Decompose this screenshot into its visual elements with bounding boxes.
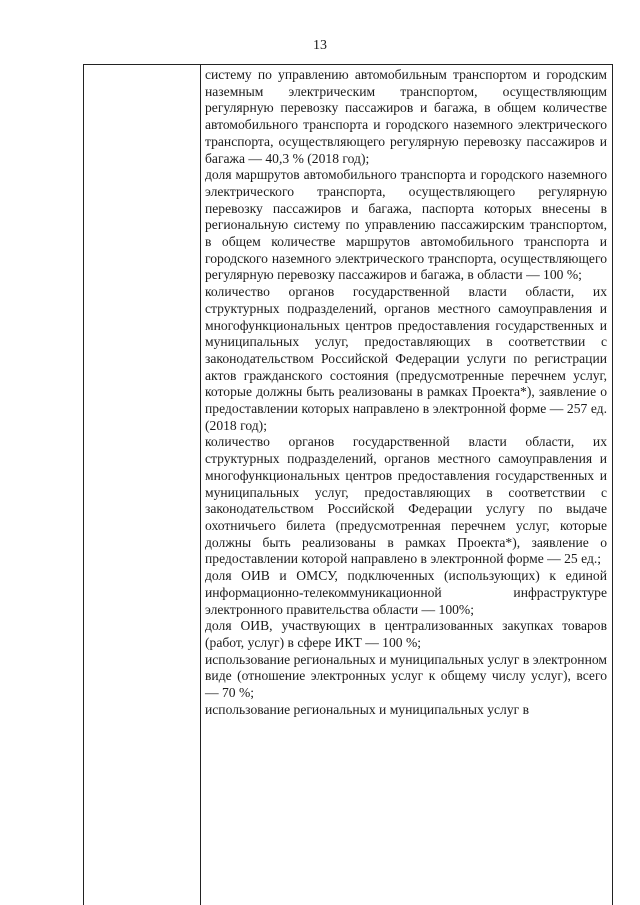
table-left-cell [84,65,201,905]
paragraph-e-government-infrastructure: доля ОИВ и ОМСУ, подключенных (использующих) к единой информационно-телекоммуникационной инфраструктуре электронного правительства области — 100%; [205,568,607,617]
page-number: 13 [313,38,327,53]
paragraph-routes-share: доля маршрутов автомобильного транспорта и городского наземного электрического транспорта, осуществляющего регулярную перевозку пассажиров и багажа, паспорта которых внесены в региональную систему по управлению пассажирским транспортом, в общем количестве маршрутов автомобильного транспорта и городского наземного электрического транспорта, осуществляющего регулярную перевозку пассажиров и багажа, в области — 100 %; [205,167,607,283]
paragraph-ict-procurement: доля ОИВ, участвующих в централизованных закупках товаров (работ, услуг) в сфере ИКТ — 100 %; [205,618,607,650]
paragraph-electronic-services-total: использование региональных и муниципальных услуг в электронном виде (отношение электронных услуг к общему числу услуг), всего — 70 %; [205,651,607,701]
table-right-cell [205,67,607,718]
paragraph-road-transport-share: систему по управлению автомобильным транспортом и городским наземным электрическим транспортом, осуществляющим регулярную перевозку пассажиров и багажа, в общем количестве автомобильного транспорта и городского наземного электрического транспорта, осуществляющего регулярную перевозку пассажиров и багажа — 40,3 % (2018 год); [205,67,607,166]
paragraph-civil-registry-services: количество органов государственной власти области, их структурных подразделений, органов местного самоуправления и многофункциональных центров предоставления государственных и муниципальных услуг, предоставляющих в соответствии с законодательством Российской Федерации услуги по регистрации актов гражданского состояния (предусмотренные перечнем услуг, которые должны быть реализованы в рамках Проекта*), заявление о предоставлении которых направлено в электронной форме — 257 ед. (2018 год); [205,284,607,433]
paragraph-electronic-services-continued: использование региональных и муниципальных услуг в [205,701,530,717]
document-table [83,64,613,905]
paragraph-hunting-license-services: количество органов государственной власти области, их структурных подразделений, органов местного самоуправления и многофункциональных центров предоставления государственных и муниципальных услуг, предоставляющих в соответствии с законодательством Российской Федерации услугу по выдаче охотничьего билета (предусмотренная перечнем услуг, которые должны быть реализованы в рамках Проекта*), заявление о предоставлении которой направлено в электронной форме — 25 ед.; [205,434,607,567]
